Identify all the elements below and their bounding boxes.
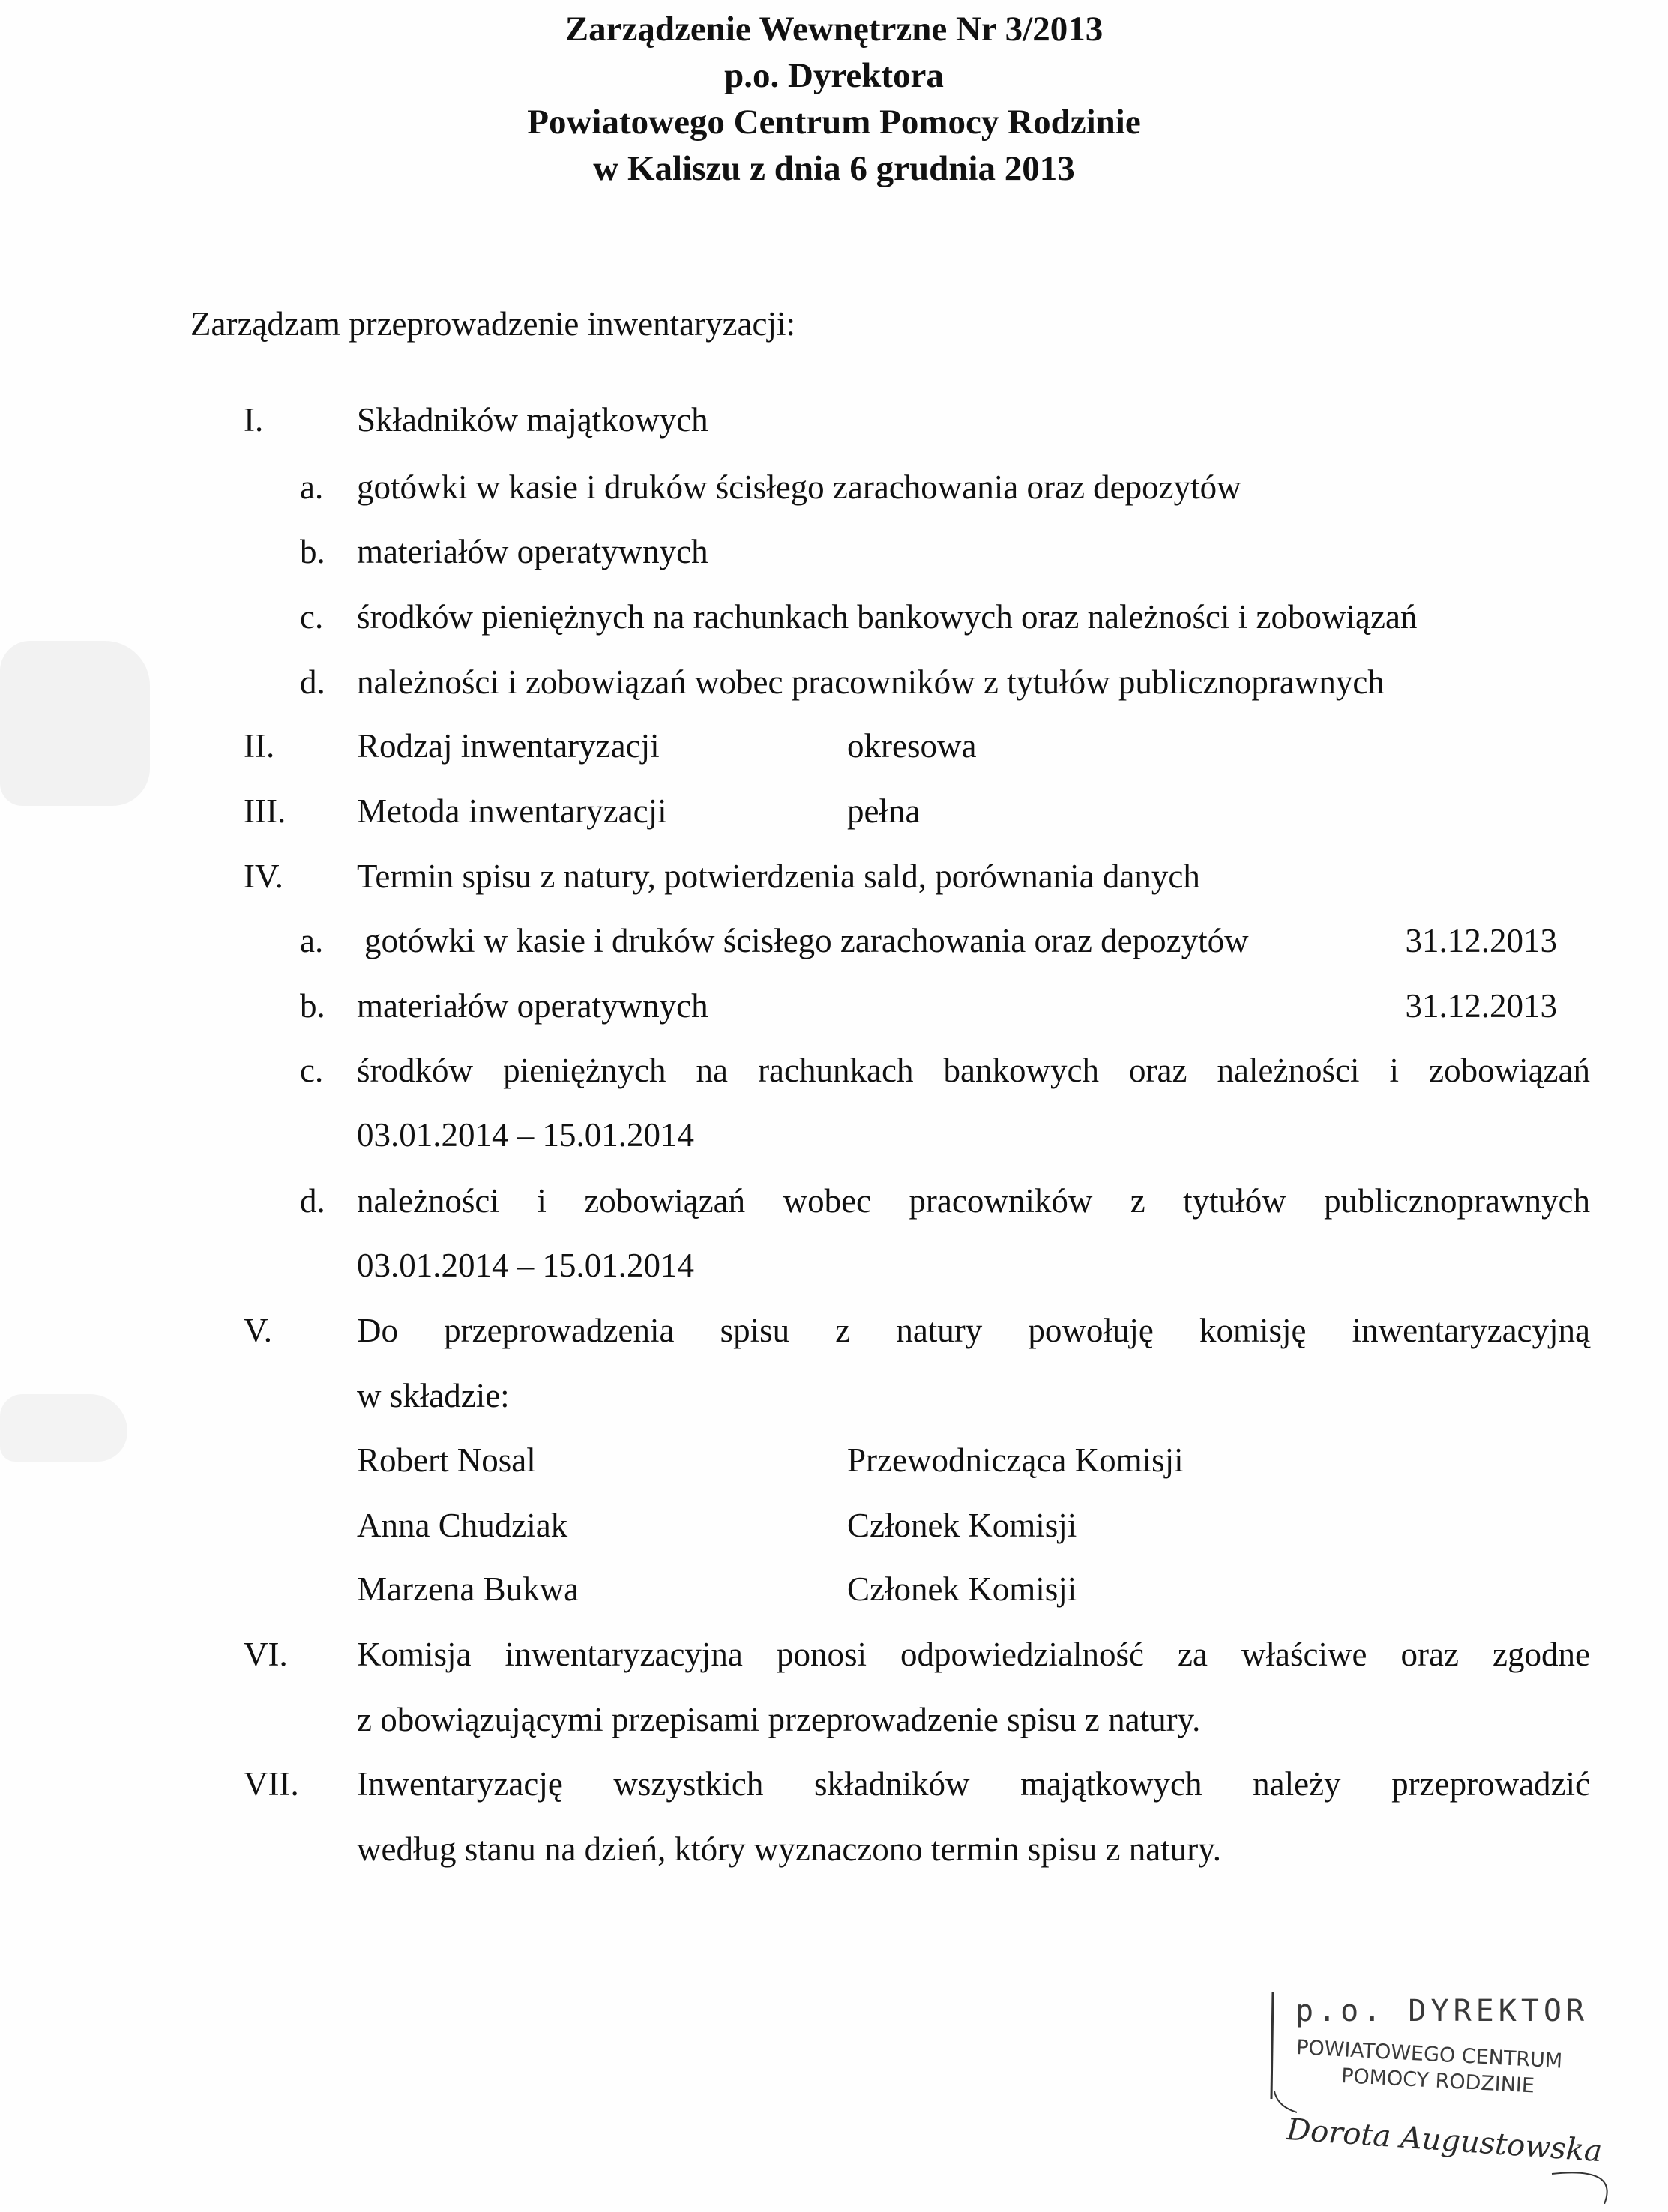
header-title: Zarządzenie Wewnętrzne Nr 3/2013 (564, 10, 1104, 49)
member-role: Członek Komisji (847, 1507, 1077, 1544)
section-label: Rodzaj inwentaryzacji (357, 727, 660, 765)
stamp-line: POWIATOWEGO CENTRUM (1295, 2036, 1563, 2073)
document-header (0, 6, 1668, 192)
item-date: 31.12.2013 (1405, 922, 1557, 959)
section-value: okresowa (847, 727, 977, 765)
member-role: Członek Komisji (847, 1570, 1077, 1608)
section-text: Do przeprowadzenia spisu z natury powołuję komisję inwentaryzacyjną (357, 1312, 1590, 1349)
header-institution: Powiatowego Centrum Pomocy Rodzinie (527, 103, 1141, 142)
item-text: gotówki w kasie i druków ścisłego zarachowania oraz depozytów (364, 922, 1249, 959)
item-letter: d. (300, 1182, 325, 1220)
section-number: VI. (244, 1636, 288, 1673)
section-text: z obowiązującymi przepisami przeprowadzenie spisu z natury. (357, 1701, 1201, 1738)
item-text: należności i zobowiązań wobec pracowników z tytułów publicznoprawnych (357, 663, 1385, 701)
stamp-line: POMOCY RODZINIE (1340, 2064, 1535, 2098)
item-letter: a. (300, 922, 324, 959)
section-text: w składzie: (357, 1377, 510, 1414)
section-number: V. (244, 1312, 272, 1349)
section-label: Metoda inwentaryzacji (357, 792, 667, 830)
member-name: Anna Chudziak (357, 1507, 568, 1544)
item-letter: d. (300, 663, 325, 701)
section-text: Komisja inwentaryzacyjna ponosi odpowiedzialność za właściwe oraz zgodne (357, 1636, 1590, 1673)
section-title: Składników majątkowych (357, 401, 708, 439)
member-name: Marzena Bukwa (357, 1570, 579, 1608)
header-subtitle: p.o. Dyrektora (724, 56, 944, 95)
section-number: II. (244, 727, 275, 765)
item-text: środków pieniężnych na rachunkach bankowych oraz należności i zobowiązań (357, 1052, 1590, 1089)
section-number: III. (244, 792, 286, 830)
section-number: VII. (244, 1765, 299, 1803)
section-title: Termin spisu z natury, potwierdzenia sald, porównania danych (357, 858, 1200, 895)
header-date: w Kaliszu z dnia 6 grudnia 2013 (593, 149, 1075, 188)
item-letter: c. (300, 1052, 324, 1089)
section-text: Inwentaryzację wszystkich składników majątkowych należy przeprowadzić (357, 1765, 1590, 1803)
director-stamp (1267, 1986, 1619, 2204)
item-letter: b. (300, 987, 325, 1025)
stamp-signature-name: Dorota Augustowska (1285, 2112, 1604, 2169)
member-role: Przewodnicząca Komisji (847, 1441, 1184, 1479)
item-text: materiałów operatywnych (357, 987, 708, 1025)
section-text: według stanu na dzień, który wyznaczono termin spisu z natury. (357, 1830, 1222, 1868)
section-value: pełna (847, 792, 921, 830)
scan-artifact (0, 1394, 127, 1462)
item-text: materiałów operatywnych (357, 533, 708, 570)
item-text: gotówki w kasie i druków ścisłego zarachowania oraz depozytów (357, 468, 1241, 506)
intro-text: Zarządzam przeprowadzenie inwentaryzacji: (190, 305, 796, 343)
item-date: 03.01.2014 – 15.01.2014 (357, 1247, 694, 1284)
item-text: środków pieniężnych na rachunkach bankowych oraz należności i zobowiązań (357, 598, 1418, 636)
item-text: należności i zobowiązań wobec pracowników z tytułów publicznoprawnych (357, 1182, 1590, 1220)
stamp-title: p.o. DYREKTOR (1295, 1994, 1589, 2028)
item-letter: a. (300, 468, 324, 506)
item-letter: c. (300, 598, 324, 636)
item-letter: b. (300, 533, 325, 570)
scan-artifact (0, 641, 150, 806)
item-date: 31.12.2013 (1405, 987, 1557, 1025)
section-number: I. (244, 401, 264, 439)
section-number: IV. (244, 858, 283, 895)
item-date: 03.01.2014 – 15.01.2014 (357, 1116, 694, 1154)
member-name: Robert Nosal (357, 1441, 536, 1479)
